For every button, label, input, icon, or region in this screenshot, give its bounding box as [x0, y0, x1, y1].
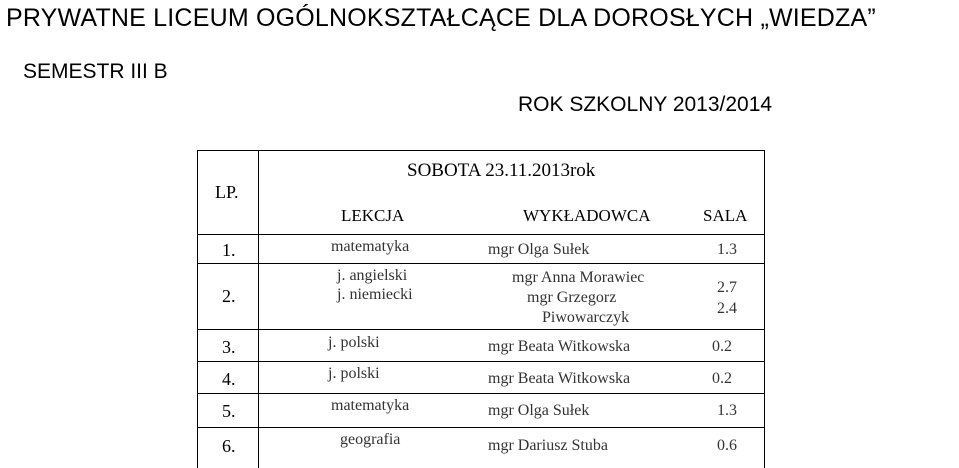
room-cell: 0.6 [717, 437, 737, 454]
lecturer-cell: mgr Dariusz Stuba [488, 437, 608, 454]
room-cell: 2.4 [717, 300, 737, 317]
lecturer-cell: mgr Beata Witkowska [488, 370, 631, 387]
room-cell: 2.7 [717, 279, 737, 296]
lecturer-cell: mgr Olga Sułek [488, 402, 590, 419]
room-cell: 0.2 [712, 370, 732, 387]
day-header: SOBOTA 23.11.2013rok [407, 160, 596, 181]
lp-header: LP. [215, 182, 239, 202]
semester-label: SEMESTR III B [23, 60, 168, 83]
row-divider [198, 329, 764, 330]
lecturer-cell: mgr Grzegorz [527, 289, 617, 306]
lesson-cell: j. angielski [337, 267, 408, 284]
school-title: PRYWATNE LICEUM OGÓLNOKSZTAŁCĄCE DLA DOROSŁYCH „WIEDZA” [6, 4, 876, 32]
column-divider [258, 151, 259, 468]
row-number: 3. [222, 337, 236, 357]
row-number: 4. [222, 369, 236, 389]
room-column-header: SALA [703, 206, 748, 225]
row-number: 5. [222, 401, 236, 421]
lesson-cell: j. polski [328, 365, 380, 382]
lecturer-column-header: WYKŁADOWCA [523, 206, 651, 225]
room-cell: 1.3 [717, 402, 737, 419]
school-year-label: ROK SZKOLNY 2013/2014 [518, 93, 773, 116]
room-cell: 1.3 [717, 241, 737, 258]
row-divider [198, 393, 764, 394]
row-divider [198, 427, 764, 428]
lesson-cell: j. niemiecki [337, 286, 413, 303]
row-number: 1. [222, 240, 236, 260]
schedule-table [197, 150, 765, 468]
lesson-cell: j. polski [328, 334, 380, 351]
row-divider [198, 263, 764, 264]
lesson-cell: matematyka [331, 397, 410, 414]
lesson-column-header: LEKCJA [341, 206, 405, 225]
lesson-cell: geografia [340, 431, 401, 448]
lecturer-cell: Piwowarczyk [542, 309, 630, 326]
lecturer-cell: mgr Beata Witkowska [488, 338, 631, 355]
lecturer-cell: mgr Olga Sułek [488, 241, 590, 258]
room-cell: 0.2 [712, 338, 732, 355]
row-divider [198, 361, 764, 362]
row-number: 2. [222, 286, 236, 306]
row-number: 6. [222, 436, 236, 456]
lecturer-cell: mgr Anna Morawiec [512, 269, 645, 286]
lesson-cell: matematyka [331, 238, 410, 255]
row-divider [198, 234, 764, 235]
